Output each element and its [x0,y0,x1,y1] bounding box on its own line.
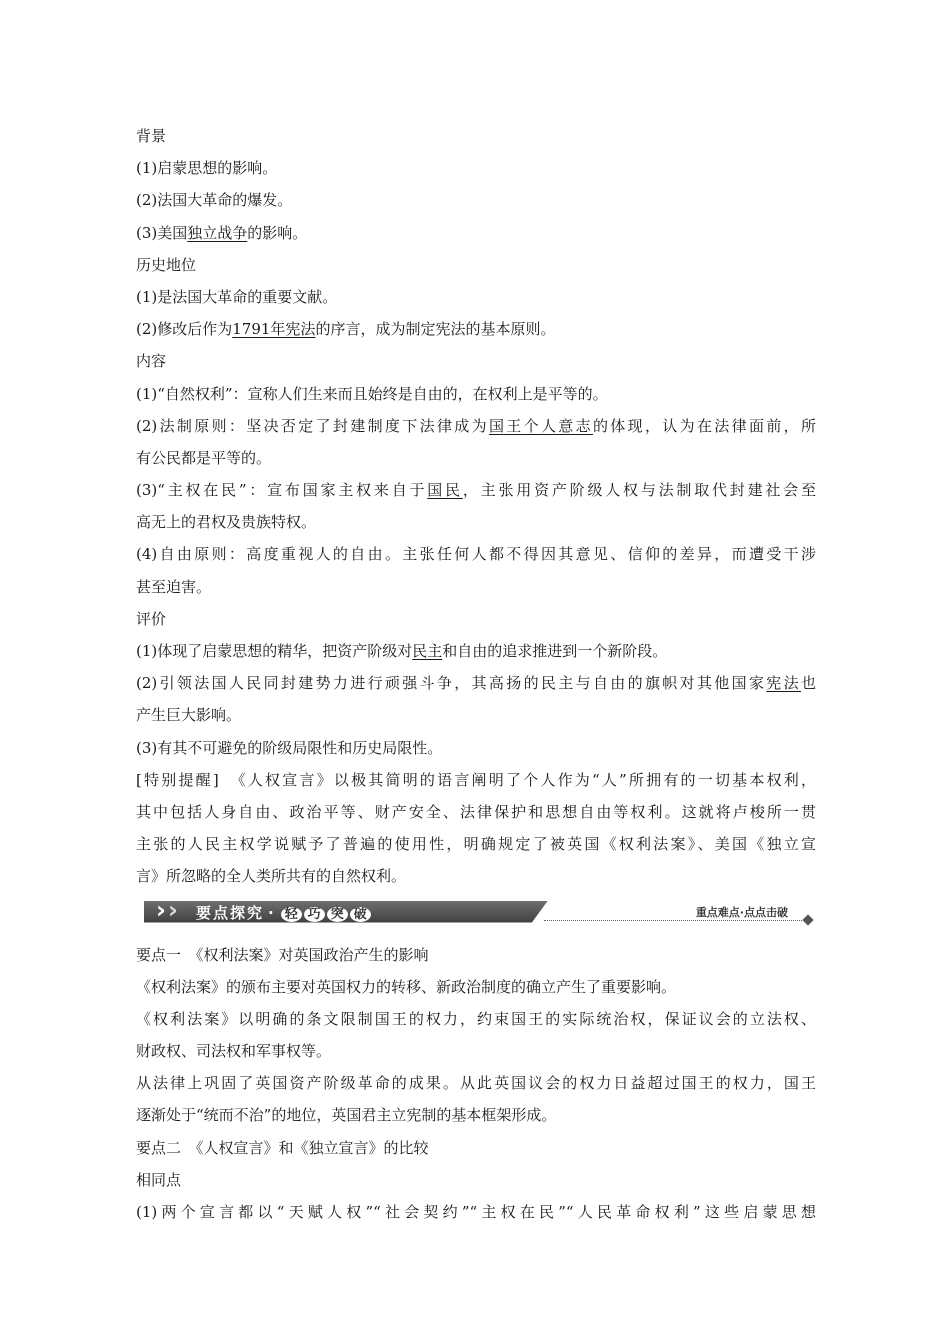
content-item-2-line-2: 有公民都是平等的。 [136,448,272,467]
banner-pill: 突 [327,907,348,922]
content-item-3-line-1: (3)“主权在民”：宣布国家主权来自于国民，主张用资产阶级人权与法制取代封建社会至 [136,481,816,500]
similarity-item-1: (1)两个宣言都以“天赋人权”“社会契约”“主权在民”“人民革命权利”这些启蒙思想 [136,1203,816,1221]
evaluation-item-3: (3)有其不可避免的阶级局限性和历史局限性。 [136,738,443,757]
special-note-line-1: [特别提醒] 《人权宣言》以极其简明的语言阐明了个人作为“人”所拥有的一切基本权利， [136,770,816,789]
point-1-line-2: 《权利法案》以明确的条文限制国王的权力，约束国王的实际统治权，保证议会的立法权、 [136,1009,816,1028]
content-item-2-line-1: (2)法制原则：坚决否定了封建制度下法律成为国王个人意志的体现，认为在法律面前，所 [136,416,816,435]
special-note-line-2: 其中包括人身自由、政治平等、财产安全、法律保护和思想自由等权利。这就将卢梭所一贯 [136,802,816,821]
underlined-term: 1791年宪法 [232,320,316,339]
heading-historical-status: 历史地位 [136,255,197,274]
background-item-3: (3)美国独立战争的影响。 [136,223,308,242]
heading-content: 内容 [136,352,167,371]
point-1-line-4: 从法律上巩固了英国资产阶级革命的成果。从此英国议会的权力日益超过国王的权力，国王 [136,1074,816,1093]
point-2-heading: 要点二 《人权宣言》和《独立宣言》的比较 [136,1138,429,1157]
heading-evaluation: 评价 [136,609,167,628]
heading-similarities: 相同点 [136,1170,182,1189]
banner-pill: 巧 [304,907,325,922]
underlined-term: 宪法 [766,674,801,693]
special-note-line-4: 言》所忽略的全人类所共有的自然权利。 [136,867,407,886]
evaluation-item-2-line-2: 产生巨大影响。 [136,706,242,725]
special-note-line-3: 主张的人民主权学说赋予了普遍的使用性，明确规定了被英国《权利法案》、美国《独立宣 [136,835,816,854]
section-banner [136,897,816,929]
background-item-2: (2)法国大革命的爆发。 [136,191,293,210]
content-item-4-line-1: (4)自由原则：高度重视人的自由。主张任何人都不得因其意见、信仰的差异，而遭受干涉 [136,545,816,564]
content-item-4-line-2: 甚至迫害。 [136,577,212,596]
content-item-1: (1)“自然权利”：宣称人们生来而且始终是自由的，在权利上是平等的。 [136,384,608,403]
chevron-right-icon: › [156,895,166,924]
banner-dotted-rule [544,920,804,921]
underlined-term: 国民 [427,481,463,500]
underlined-term: 民主 [412,642,443,660]
banner-pill: 破 [350,907,371,922]
banner-title: 要点探究 · 轻 巧 突 破 [196,902,372,924]
point-1-heading: 要点一 《权利法案》对英国政治产生的影响 [136,945,429,964]
point-1-line-5: 逐渐处于“统而不治”的地位，英国君主立宪制的基本框架形成。 [136,1106,557,1125]
banner-pill: 轻 [281,907,302,922]
content-item-3-line-2: 高无上的君权及贵族特权。 [136,513,317,532]
heading-background: 背景 [136,127,167,145]
underlined-term: 国王个人意志 [488,416,593,435]
evaluation-item-2-line-1: (2)引领法国人民同封建势力进行顽强斗争，其高扬的民主与自由的旗帜对其他国家宪法也 [136,674,816,693]
document-body [136,120,816,1228]
banner-right-text: 重点难点·点点击破 [692,904,792,920]
diamond-icon [802,914,813,925]
point-1-line-3: 财政权、司法权和军事权等。 [136,1042,332,1061]
evaluation-item-1: (1)体现了启蒙思想的精华，把资产阶级对民主和自由的追求推进到一个新阶段。 [136,642,668,660]
chevron-right-icon: › [168,895,178,924]
background-item-1: (1)启蒙思想的影响。 [136,159,278,178]
point-1-line-1: 《权利法案》的颁布主要对英国权力的转移、新政治制度的确立产生了重要影响。 [136,977,677,996]
status-item-2: (2)修改后作为1791年宪法的序言，成为制定宪法的基本原则。 [136,320,556,339]
status-item-1: (1)是法国大革命的重要文献。 [136,287,338,306]
underlined-term: 独立战争 [187,223,248,242]
